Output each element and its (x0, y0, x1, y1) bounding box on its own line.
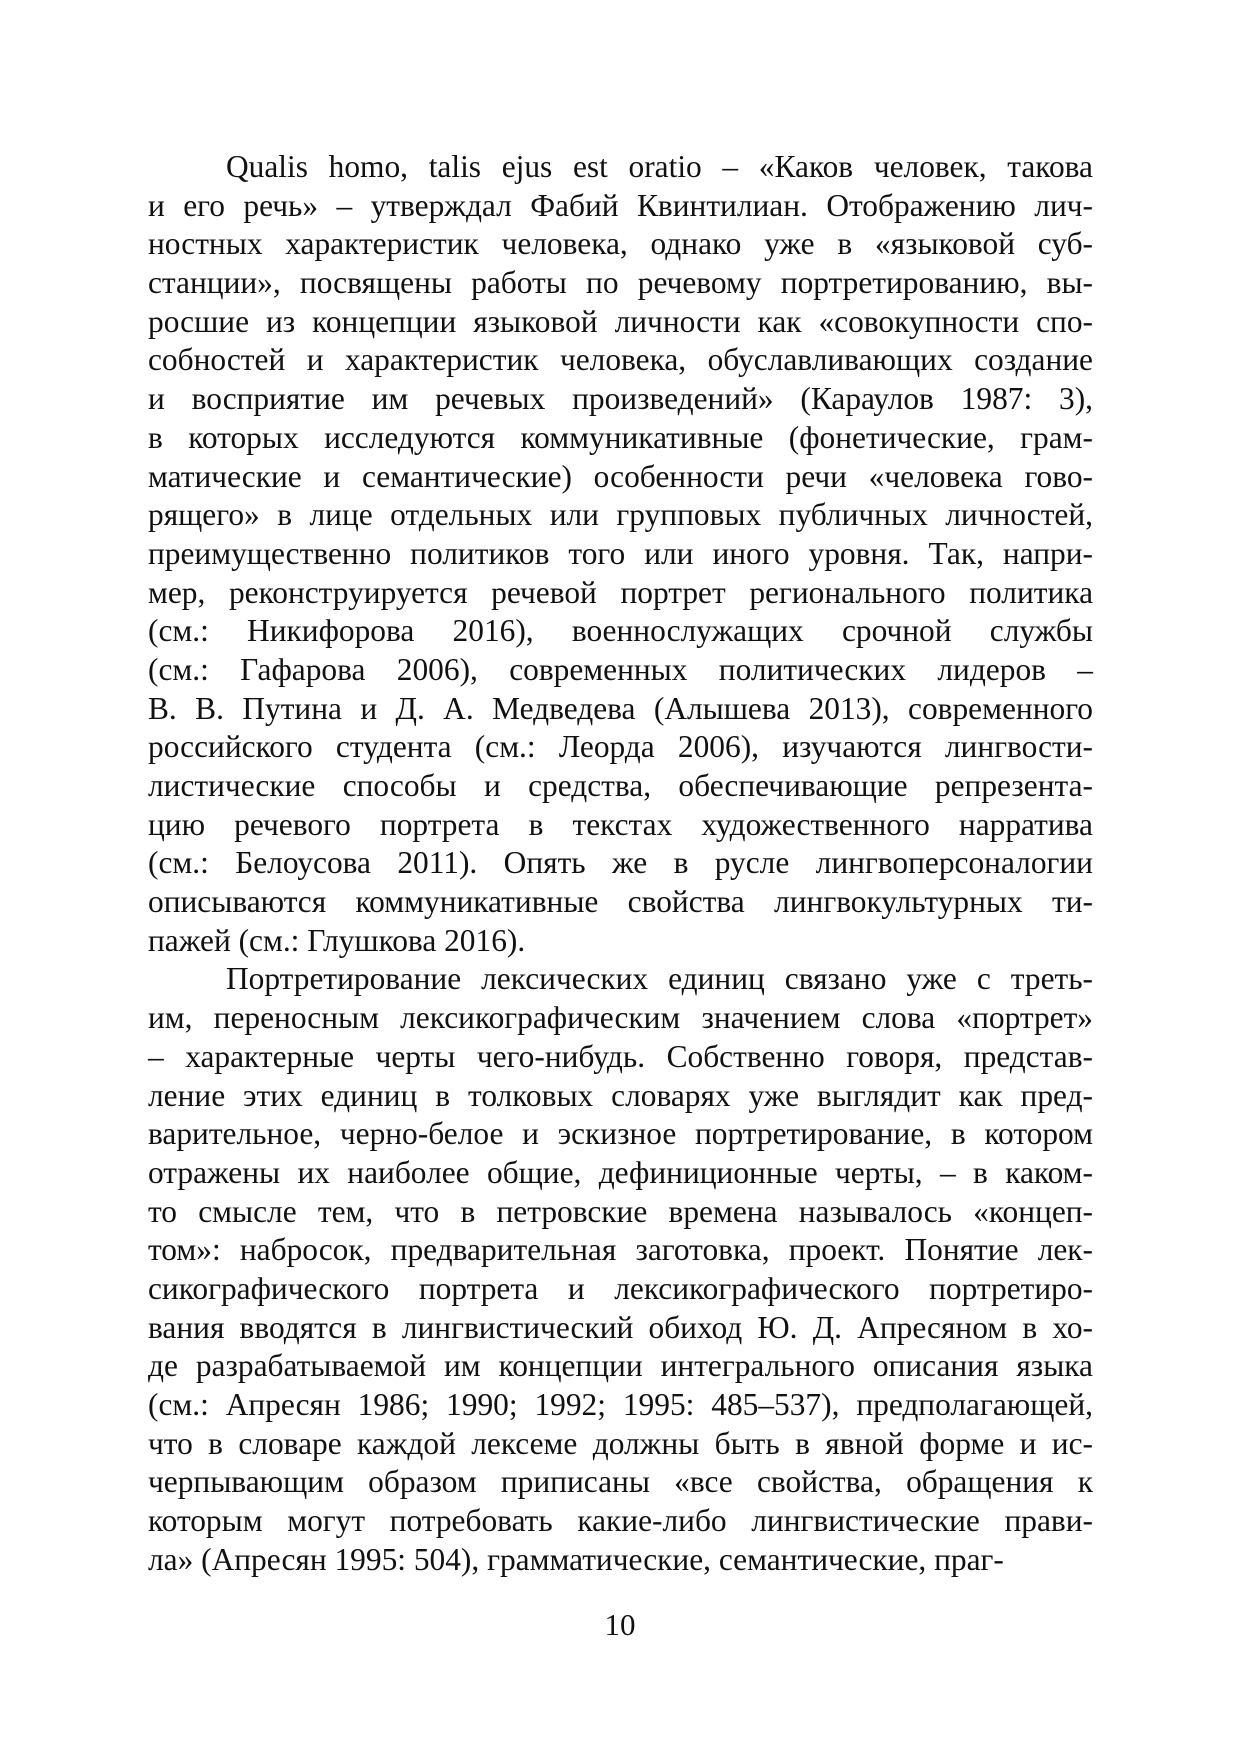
text-line: рящего» в лице отдельных или групповых публичных личностей, (148, 497, 1093, 533)
text-line: ностных характеристик человека, однако уже в «языковой суб- (148, 226, 1093, 262)
text-line: то смысле тем, что в петровские времена называлось «концеп- (148, 1193, 1093, 1229)
text-line: Qualis homo, talis ejus est oratio – «Каков человек, такова (226, 149, 1093, 184)
paragraph-2 (148, 960, 1093, 1579)
text-line: матические и семантические) особенности речи «человека гово- (148, 458, 1093, 494)
text-line: Портретирование лексических единиц связано уже с треть- (226, 961, 1093, 997)
text-line: описываются коммуникативные свойства лингвокультурных ти- (148, 884, 1093, 920)
text-line: мер, реконструируется речевой портрет регионального политика (148, 574, 1093, 610)
page-body (148, 148, 1093, 1579)
text-line: (см.: Никифорова 2016), военнослужащих срочной службы (148, 613, 1093, 649)
text-line: и восприятие им речевых произведений» (Караулов 1987: 3), (148, 381, 1093, 417)
text-line: пажей (см.: Глушкова 2016). (148, 922, 526, 958)
text-line: (см.: Белоусова 2011). Опять же в русле лингвоперсоналогии (148, 845, 1093, 881)
text-line: – характерные черты чего-нибудь. Собственно говоря, представ- (148, 1038, 1093, 1074)
text-line: отражены их наиболее общие, дефиниционные черты, – в каком- (148, 1154, 1093, 1190)
text-line: ление этих единиц в толковых словарях уже выглядит как пред- (148, 1077, 1093, 1113)
text-line: что в словаре каждой лексеме должны быть в явной форме и ис- (148, 1425, 1093, 1461)
text-line: цию речевого портрета в текстах художественного нарратива (148, 806, 1093, 842)
text-line: ла» (Апресян 1995: 504), грамматические, семантические, праг- (148, 1541, 1004, 1577)
text-line: росшие из концепции языковой личности как «совокупности спо- (148, 303, 1093, 339)
text-line: собностей и характеристик человека, обуславливающих создание (148, 342, 1093, 378)
text-line: в которых исследуются коммуникативные (фонетические, грам- (148, 419, 1093, 455)
text-line: станции», посвящены работы по речевому портретированию, вы- (148, 265, 1093, 301)
text-line: листические способы и средства, обеспечивающие репрезента- (148, 768, 1093, 803)
page-number: 10 (604, 1607, 636, 1642)
paragraph-1 (148, 148, 1093, 960)
text-line: В. В. Путина и Д. А. Медведева (Алышева 2013), современного (148, 690, 1093, 726)
text-line: сикографического портрета и лексикографического портретиро- (148, 1270, 1093, 1306)
text-line: (см.: Апресян 1986; 1990; 1992; 1995: 485–537), предполагающей, (148, 1387, 1093, 1422)
text-line: де разрабатываемой им концепции интегрального описания языка (148, 1348, 1093, 1384)
text-line: которым могут потребовать какие-либо лингвистические прави- (148, 1503, 1093, 1539)
text-line: черпывающим образом приписаны «все свойства, обращения к (148, 1464, 1093, 1500)
text-line: (см.: Гафарова 2006), современных политических лидеров – (148, 651, 1093, 687)
text-line: варительное, черно-белое и эскизное портретирование, в котором (148, 1116, 1093, 1152)
text-line: вания вводятся в лингвистический обиход Ю. Д. Апресяном в хо- (148, 1309, 1093, 1345)
text-line: преимущественно политиков того или иного уровня. Так, напри- (148, 535, 1093, 571)
text-line: том»: набросок, предварительная заготовка, проект. Понятие лек- (148, 1232, 1093, 1268)
text-line: российского студента (см.: Леорда 2006), изучаются лингвости- (148, 729, 1093, 765)
text-line: им, переносным лексикографическим значением слова «портрет» (148, 1000, 1093, 1036)
text-line: и его речь» – утверждал Фабий Квинтилиан. Отображению лич- (148, 187, 1093, 223)
